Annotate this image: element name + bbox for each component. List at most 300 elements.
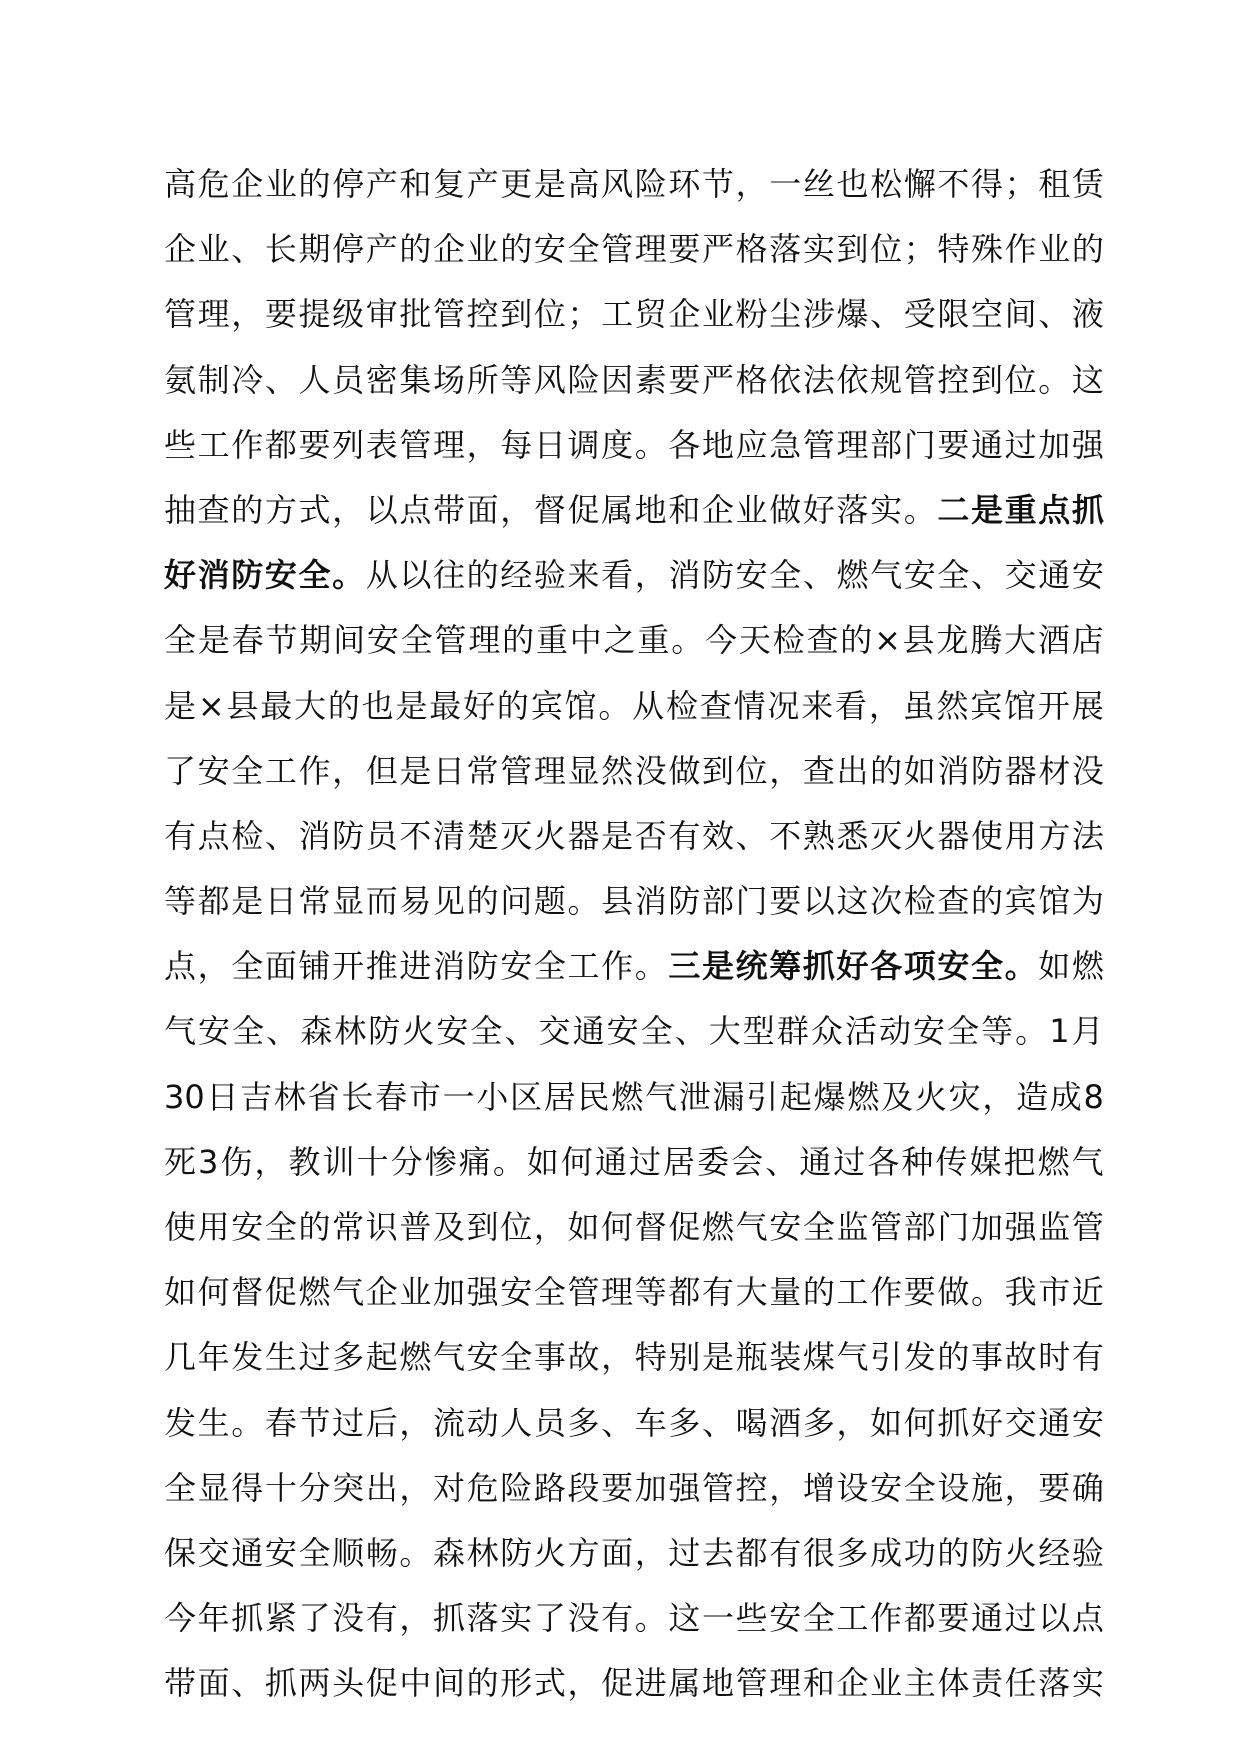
glyph: 腾 — [970, 621, 1003, 660]
glyph: 全 — [903, 1468, 936, 1507]
glyph: 常 — [466, 751, 499, 790]
glyph: 企 — [702, 490, 735, 529]
glyph: 间 — [1004, 295, 1037, 334]
glyph: 故 — [567, 1338, 600, 1377]
glyph: 显 — [332, 882, 365, 921]
glyph: 丝 — [802, 165, 835, 203]
glyph: 过 — [298, 1338, 331, 1377]
glyph: 安 — [769, 1599, 802, 1638]
glyph: 密 — [365, 360, 398, 399]
glyph: 防 — [971, 1533, 1004, 1572]
glyph: 过 — [629, 1142, 662, 1181]
glyph: 路 — [533, 1468, 566, 1507]
glyph: 管 — [164, 295, 197, 334]
glyph: 的 — [466, 556, 499, 595]
glyph: 市 — [1038, 1273, 1071, 1312]
glyph: 管 — [500, 751, 533, 790]
glyph: × — [197, 686, 225, 725]
glyph: 位 — [533, 295, 566, 334]
glyph: 多 — [836, 1533, 869, 1572]
glyph: 器 — [1004, 751, 1037, 790]
glyph: 气 — [332, 1273, 365, 1312]
glyph: 安 — [500, 1273, 533, 1312]
glyph: 好 — [463, 686, 496, 725]
glyph: 检 — [903, 882, 936, 921]
text-line — [164, 674, 1104, 739]
glyph: 。 — [399, 1533, 432, 1572]
glyph: 安 — [500, 947, 533, 986]
glyph: 法 — [802, 360, 835, 399]
glyph: 宾 — [1004, 882, 1037, 921]
glyph: ， — [399, 1403, 432, 1442]
glyph: 人 — [500, 1403, 533, 1442]
glyph: 全 — [264, 1208, 297, 1246]
glyph: 问 — [500, 882, 533, 921]
glyph: 没 — [634, 751, 667, 790]
glyph: 企 — [836, 1664, 869, 1703]
glyph: 火 — [914, 1077, 947, 1116]
glyph: ， — [533, 1208, 566, 1246]
glyph: 安 — [366, 621, 399, 660]
glyph: 全 — [937, 556, 970, 595]
glyph: 格 — [735, 230, 768, 269]
glyph: 成 — [1049, 1077, 1082, 1116]
glyph: 得 — [231, 1468, 264, 1507]
glyph: 规 — [870, 360, 903, 399]
glyph: 风 — [533, 360, 566, 399]
glyph: 没 — [1071, 751, 1104, 790]
glyph: 安 — [735, 556, 768, 595]
glyph: 然 — [936, 686, 969, 725]
glyph: 消 — [197, 556, 230, 595]
glyph: 及 — [433, 1208, 466, 1246]
glyph: 灭 — [870, 816, 903, 855]
glyph: 对 — [433, 1468, 466, 1507]
glyph: 人 — [298, 360, 331, 399]
glyph: 好 — [836, 947, 869, 986]
glyph: 理 — [601, 1273, 634, 1312]
glyph: 是 — [702, 1338, 735, 1377]
text-line — [164, 869, 1104, 934]
glyph: 业 — [399, 1273, 432, 1312]
text-line — [164, 1130, 1104, 1195]
text-line — [164, 282, 1104, 347]
glyph: 要 — [298, 425, 331, 464]
glyph: 林 — [334, 1012, 367, 1051]
glyph: 否 — [634, 816, 667, 855]
glyph: 查 — [802, 751, 835, 790]
glyph: 全 — [567, 230, 600, 269]
glyph: 全 — [164, 621, 197, 660]
glyph: 都 — [903, 1599, 936, 1638]
glyph: 如 — [1038, 947, 1071, 986]
glyph: 今 — [705, 621, 738, 660]
glyph: ； — [1004, 165, 1037, 203]
glyph: 紧 — [264, 1599, 297, 1638]
glyph: 展 — [1071, 686, 1104, 725]
glyph: 批 — [399, 295, 432, 334]
glyph: 大 — [1004, 621, 1037, 660]
glyph: 如 — [870, 1403, 903, 1442]
glyph: 。 — [634, 947, 667, 986]
glyph: 然 — [601, 751, 634, 790]
glyph: 月 — [1071, 1012, 1104, 1051]
glyph: 。 — [1004, 947, 1037, 986]
glyph: 业 — [264, 165, 297, 203]
glyph: 管 — [735, 1664, 768, 1703]
glyph: 长 — [264, 230, 297, 269]
glyph: ， — [769, 1468, 802, 1507]
glyph: 管 — [433, 295, 466, 334]
glyph: 的 — [870, 751, 903, 790]
glyph: 促 — [668, 1208, 701, 1246]
text-line — [164, 543, 1104, 608]
text-line — [164, 348, 1104, 413]
glyph: 的 — [937, 1338, 970, 1377]
glyph: 全 — [971, 947, 1004, 986]
glyph: 重 — [535, 621, 568, 660]
glyph: 得 — [971, 165, 1004, 203]
glyph: 作 — [601, 947, 634, 986]
glyph: 实 — [1071, 1664, 1104, 1703]
glyph: 使 — [971, 816, 1004, 855]
glyph: 成 — [870, 1533, 903, 1572]
glyph: 防 — [332, 816, 365, 855]
glyph: 以 — [1038, 1599, 1071, 1638]
glyph: 消 — [668, 556, 701, 595]
glyph: 县 — [601, 882, 634, 921]
glyph: 出 — [365, 1468, 398, 1507]
glyph: 租 — [1038, 165, 1071, 203]
glyph: 燃 — [298, 1273, 331, 1312]
glyph: 常 — [298, 882, 331, 921]
glyph: 场 — [433, 360, 466, 399]
glyph: 不 — [769, 816, 802, 855]
glyph: 几 — [164, 1338, 197, 1377]
glyph: 酒 — [1037, 621, 1070, 660]
glyph: 理 — [836, 425, 869, 464]
glyph: 痛 — [458, 1142, 491, 1181]
text-line — [164, 999, 1104, 1064]
glyph: 员 — [365, 816, 398, 855]
body-paragraph — [164, 152, 1104, 1717]
glyph: ， — [836, 1403, 869, 1442]
glyph: 贸 — [634, 295, 667, 334]
glyph: 分 — [298, 1468, 331, 1507]
glyph: 到 — [466, 1208, 499, 1246]
glyph: 全 — [470, 1012, 503, 1051]
glyph: 易 — [399, 882, 432, 921]
glyph: 列 — [332, 425, 365, 464]
glyph: 的 — [1071, 230, 1104, 269]
glyph: 部 — [702, 882, 735, 921]
glyph: 馆 — [1038, 882, 1071, 921]
glyph: 理 — [468, 621, 501, 660]
glyph: 管 — [1071, 1208, 1104, 1246]
glyph: 经 — [500, 556, 533, 595]
glyph: 企 — [668, 295, 701, 334]
glyph: 何 — [601, 1208, 634, 1246]
glyph: 全 — [232, 1012, 265, 1051]
text-line — [164, 1651, 1104, 1716]
glyph: 部 — [870, 425, 903, 464]
glyph: 方 — [1038, 816, 1071, 855]
glyph: 要 — [769, 882, 802, 921]
glyph: 理 — [533, 751, 566, 790]
glyph: 位 — [500, 1208, 533, 1246]
glyph: 全 — [533, 947, 566, 986]
glyph: 方 — [567, 1533, 600, 1572]
glyph: 因 — [601, 360, 634, 399]
glyph: 液 — [1071, 295, 1104, 334]
glyph: 经 — [1038, 1533, 1071, 1572]
glyph: 全 — [231, 751, 264, 790]
glyph: 到 — [971, 360, 1004, 399]
glyph: 监 — [836, 1208, 869, 1246]
glyph: 用 — [1004, 816, 1037, 855]
glyph: 瓶 — [735, 1338, 768, 1377]
glyph: 等 — [634, 1273, 667, 1312]
glyph: 安 — [264, 556, 297, 595]
glyph: ， — [399, 1468, 432, 1507]
glyph: 去 — [702, 1533, 735, 1572]
text-line — [164, 478, 1104, 543]
glyph: 年 — [197, 1338, 230, 1377]
glyph: 所 — [466, 360, 499, 399]
glyph: 有 — [601, 1599, 634, 1638]
glyph: 大 — [708, 1012, 741, 1051]
glyph: 安 — [903, 556, 936, 595]
glyph: 开 — [1037, 686, 1070, 725]
glyph: 的 — [327, 686, 360, 725]
glyph: 为 — [1071, 882, 1104, 921]
glyph: 而 — [365, 882, 398, 921]
glyph: 了 — [533, 1599, 566, 1638]
glyph: 管 — [870, 1208, 903, 1246]
glyph: 燃 — [847, 1077, 880, 1116]
glyph: 加 — [971, 1208, 1004, 1246]
glyph: 验 — [1071, 1533, 1104, 1572]
glyph: 起 — [365, 1338, 398, 1377]
glyph: 灾 — [948, 1077, 981, 1116]
glyph: 素 — [634, 360, 667, 399]
glyph: 显 — [197, 1468, 230, 1507]
glyph: 工 — [836, 1273, 869, 1312]
glyph: 提 — [298, 295, 331, 334]
glyph: 器 — [937, 816, 970, 855]
glyph: 依 — [836, 360, 869, 399]
glyph: 级 — [332, 295, 365, 334]
glyph: 强 — [1071, 425, 1104, 464]
glyph: 要 — [903, 1273, 936, 1312]
glyph: 春 — [375, 1077, 408, 1116]
glyph: 有 — [769, 1533, 802, 1572]
glyph: 。 — [1038, 360, 1071, 399]
glyph: 不 — [937, 165, 970, 203]
glyph: 常 — [332, 1208, 365, 1246]
glyph: 消 — [298, 816, 331, 855]
glyph: 强 — [668, 1468, 701, 1507]
glyph: 好 — [164, 556, 197, 595]
glyph: 更 — [500, 165, 533, 203]
glyph: 死 — [164, 1142, 197, 1181]
glyph: 业 — [735, 490, 768, 529]
glyph: 工 — [567, 947, 600, 986]
glyph: 以 — [365, 490, 398, 529]
glyph: 如 — [567, 1208, 600, 1246]
glyph: 增 — [802, 1468, 835, 1507]
glyph: 工 — [264, 751, 297, 790]
glyph: 装 — [769, 1338, 802, 1377]
glyph: 业 — [702, 295, 735, 334]
glyph: 部 — [903, 1208, 936, 1246]
glyph: 用 — [197, 1208, 230, 1246]
glyph: 过 — [833, 1142, 866, 1181]
glyph: 安 — [466, 1338, 499, 1377]
glyph: 防 — [702, 556, 735, 595]
glyph: 防 — [500, 1533, 533, 1572]
glyph: 消 — [433, 947, 466, 986]
glyph: 。 — [1015, 1012, 1048, 1051]
glyph: 、 — [264, 360, 297, 399]
glyph: 十 — [356, 1142, 389, 1181]
glyph: 题 — [533, 882, 566, 921]
glyph: 责 — [971, 1664, 1004, 1703]
glyph: ， — [601, 1338, 634, 1377]
glyph: 和 — [668, 490, 701, 529]
text-line — [164, 1260, 1104, 1325]
glyph: 点 — [1038, 490, 1071, 529]
glyph: 没 — [567, 1599, 600, 1638]
glyph: 企 — [365, 1273, 398, 1312]
glyph: 是 — [601, 816, 634, 855]
glyph: 安 — [769, 1208, 802, 1246]
glyph: 中 — [399, 1664, 432, 1703]
glyph: 企 — [164, 230, 197, 269]
glyph: 是 — [533, 165, 566, 203]
glyph: 交 — [538, 1012, 571, 1051]
glyph: ， — [500, 490, 533, 529]
glyph: 落 — [1038, 1664, 1071, 1703]
glyph: 加 — [1038, 425, 1071, 464]
glyph: 受 — [903, 295, 936, 334]
glyph: 普 — [399, 1208, 432, 1246]
glyph: 动 — [878, 1012, 911, 1051]
glyph: 带 — [433, 490, 466, 529]
glyph: 之 — [603, 621, 636, 660]
glyph: 引 — [746, 1077, 779, 1116]
glyph: 况 — [767, 686, 800, 725]
glyph: 些 — [735, 1599, 768, 1638]
glyph: 作 — [870, 1273, 903, 1312]
glyph: 检 — [772, 621, 805, 660]
glyph: 车 — [634, 1403, 667, 1442]
glyph: 式 — [298, 490, 331, 529]
glyph: 没 — [332, 1599, 365, 1638]
glyph: 有 — [164, 816, 197, 855]
glyph: 火 — [533, 816, 566, 855]
glyph: 吉 — [240, 1077, 273, 1116]
glyph: 见 — [433, 882, 466, 921]
glyph: 都 — [668, 1273, 701, 1312]
glyph: 交 — [197, 1533, 230, 1572]
glyph: 重 — [1004, 490, 1037, 529]
glyph: 事 — [533, 1338, 566, 1377]
glyph: 式 — [533, 1664, 566, 1703]
glyph: 年 — [197, 1599, 230, 1638]
glyph: 全 — [231, 947, 264, 986]
glyph: 做 — [769, 490, 802, 529]
glyph: 面 — [601, 1533, 634, 1572]
glyph: 如 — [164, 1273, 197, 1312]
glyph: 主 — [903, 1664, 936, 1703]
glyph: 理 — [197, 295, 230, 334]
glyph: 都 — [197, 882, 230, 921]
glyph: 面 — [264, 947, 297, 986]
glyph: 县 — [902, 621, 935, 660]
glyph: 强 — [466, 1273, 499, 1312]
glyph: 活 — [844, 1012, 877, 1051]
glyph: 产 — [365, 165, 398, 203]
glyph: 安 — [870, 1468, 903, 1507]
glyph: 急 — [769, 425, 802, 464]
glyph: 查 — [937, 882, 970, 921]
glyph: 节 — [298, 1403, 331, 1442]
glyph: 每 — [500, 425, 533, 464]
glyph: 火 — [903, 816, 936, 855]
glyph: 是 — [395, 686, 428, 725]
glyph: 属 — [601, 490, 634, 529]
glyph: 最 — [429, 686, 462, 725]
glyph: 很 — [802, 1533, 835, 1572]
text-line — [164, 1391, 1104, 1456]
glyph: 筹 — [769, 947, 802, 986]
glyph: 通 — [1038, 556, 1071, 595]
glyph: 好 — [802, 490, 835, 529]
glyph: 过 — [1004, 425, 1037, 464]
glyph: 气 — [870, 556, 903, 595]
glyph: 理 — [433, 425, 466, 464]
glyph: 进 — [399, 947, 432, 986]
glyph: 各 — [870, 947, 903, 986]
glyph: 次 — [870, 882, 903, 921]
glyph: 畅 — [365, 1533, 398, 1572]
glyph: 交 — [1004, 556, 1037, 595]
glyph: 多 — [802, 1403, 835, 1442]
glyph: 气 — [433, 1338, 466, 1377]
text-line — [164, 1065, 1104, 1130]
glyph: 险 — [567, 360, 600, 399]
glyph: 管 — [434, 621, 467, 660]
text-line — [164, 1325, 1104, 1390]
glyph: 也 — [836, 165, 869, 203]
glyph: 森 — [300, 1012, 333, 1051]
glyph: 3 — [198, 1142, 219, 1181]
glyph: 情 — [733, 686, 766, 725]
glyph: 以 — [399, 556, 432, 595]
glyph: 顺 — [332, 1533, 365, 1572]
glyph: 省 — [307, 1077, 340, 1116]
glyph: ； — [567, 295, 600, 334]
glyph: 全 — [947, 1012, 980, 1051]
glyph: 设 — [836, 1468, 869, 1507]
glyph: 安 — [1071, 1403, 1104, 1442]
glyph: 识 — [365, 1208, 398, 1246]
glyph: 小 — [476, 1077, 509, 1116]
glyph: 这 — [836, 882, 869, 921]
glyph: 抓 — [802, 947, 835, 986]
glyph: 全 — [802, 1208, 835, 1246]
